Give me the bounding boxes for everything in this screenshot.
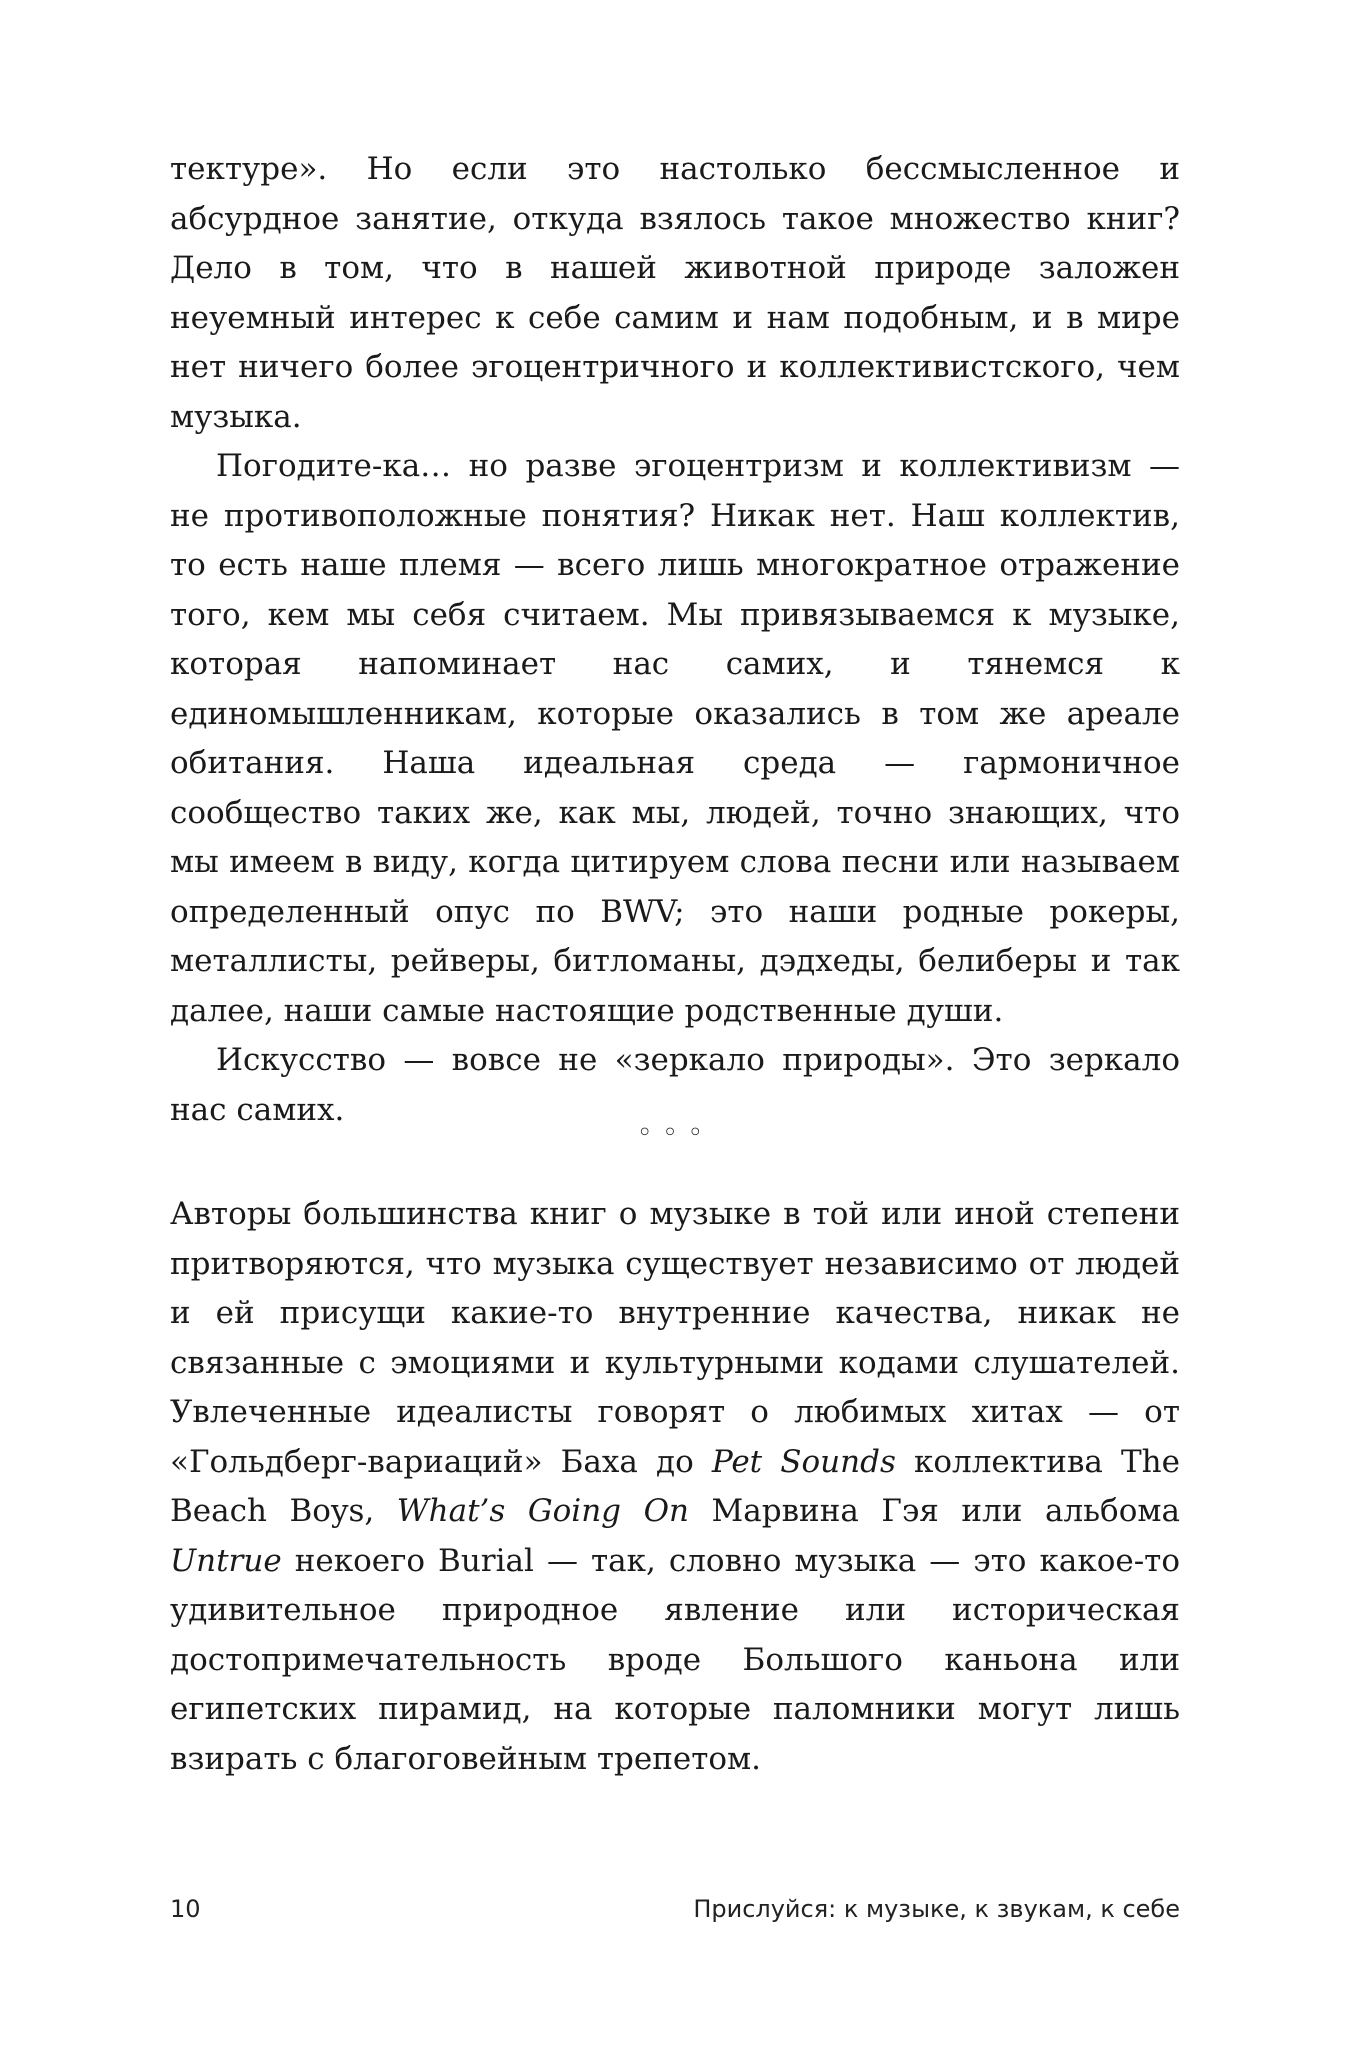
- paragraph-egocentrism: Погодите-ка… но разве эгоцентризм и коллективизм — не противоположные понятия? Никак нет. Наш коллектив, то есть наше племя — всего лишь многократное отражение того, кем мы себя считаем. Мы привязываемся к музыке, которая напоминает нас самих, и тянемся к единомышленникам, которые оказались в том же ареале обитания. Наша идеальная среда — гармоничное сообщество таких же, как мы, людей, точно знающих, что мы имеем в виду, когда цитируем слова песни или называем определенный опус по BWV; это наши родные рокеры, металлисты, рейверы, битломаны, дэдхеды, белиберы и так далее, наши самые настоящие родственные души.: [170, 448, 1180, 1029]
- section-separator: ◦◦◦: [636, 1118, 713, 1148]
- body-text-section-2: [170, 1190, 1180, 1784]
- paragraph-continuation: тектуре». Но если это настолько бессмысленное и абсурдное занятие, откуда взялось такое множество книг? Дело в том, что в нашей животной природе заложен неуемный интерес к себе самим и нам подобным, и в мире нет ничего более эгоцентричного и коллективистского, чем музыка.: [170, 151, 1180, 435]
- album-title-whats-going-on: What’s Going On: [396, 1493, 689, 1529]
- paragraph-music-books: [170, 1190, 1180, 1784]
- album-title-pet-sounds: Pet Sounds: [711, 1443, 896, 1480]
- body-text-section-1: [170, 145, 1180, 1135]
- text-run: коллектива The Beach Boys,: [170, 1443, 1180, 1529]
- text-run: Марвина Гэя или альбома: [688, 1493, 1180, 1529]
- page-footer: [170, 1895, 1180, 1923]
- text-run: Авторы большинства книг о музыке в той или иной степени притворяются, что музыка существует независимо от людей и ей присущи какие-то внутренние качества, никак не связанные с эмоциями и культурными кодами слушателей. Увлеченные идеалисты говорят о любимых хитах — от «Гольдберг-вариаций» Баха до: [170, 1196, 1180, 1480]
- text-run: некоего Burial — так, словно музыка — это какое-то удивительное природное явление или историческая достопримечательность вроде Большого каньона или египетских пирамид, на которые паломники могут лишь взирать с благоговейным трепетом.: [170, 1542, 1180, 1777]
- running-title: Прислуйся: к музыке, к звукам, к себе: [693, 1895, 1180, 1923]
- page-number: 10: [170, 1895, 201, 1923]
- paragraph-art-mirror: Искусство — вовсе не «зеркало природы». Это зеркало нас самих.: [170, 1042, 1180, 1128]
- album-title-untrue: Untrue: [170, 1542, 282, 1579]
